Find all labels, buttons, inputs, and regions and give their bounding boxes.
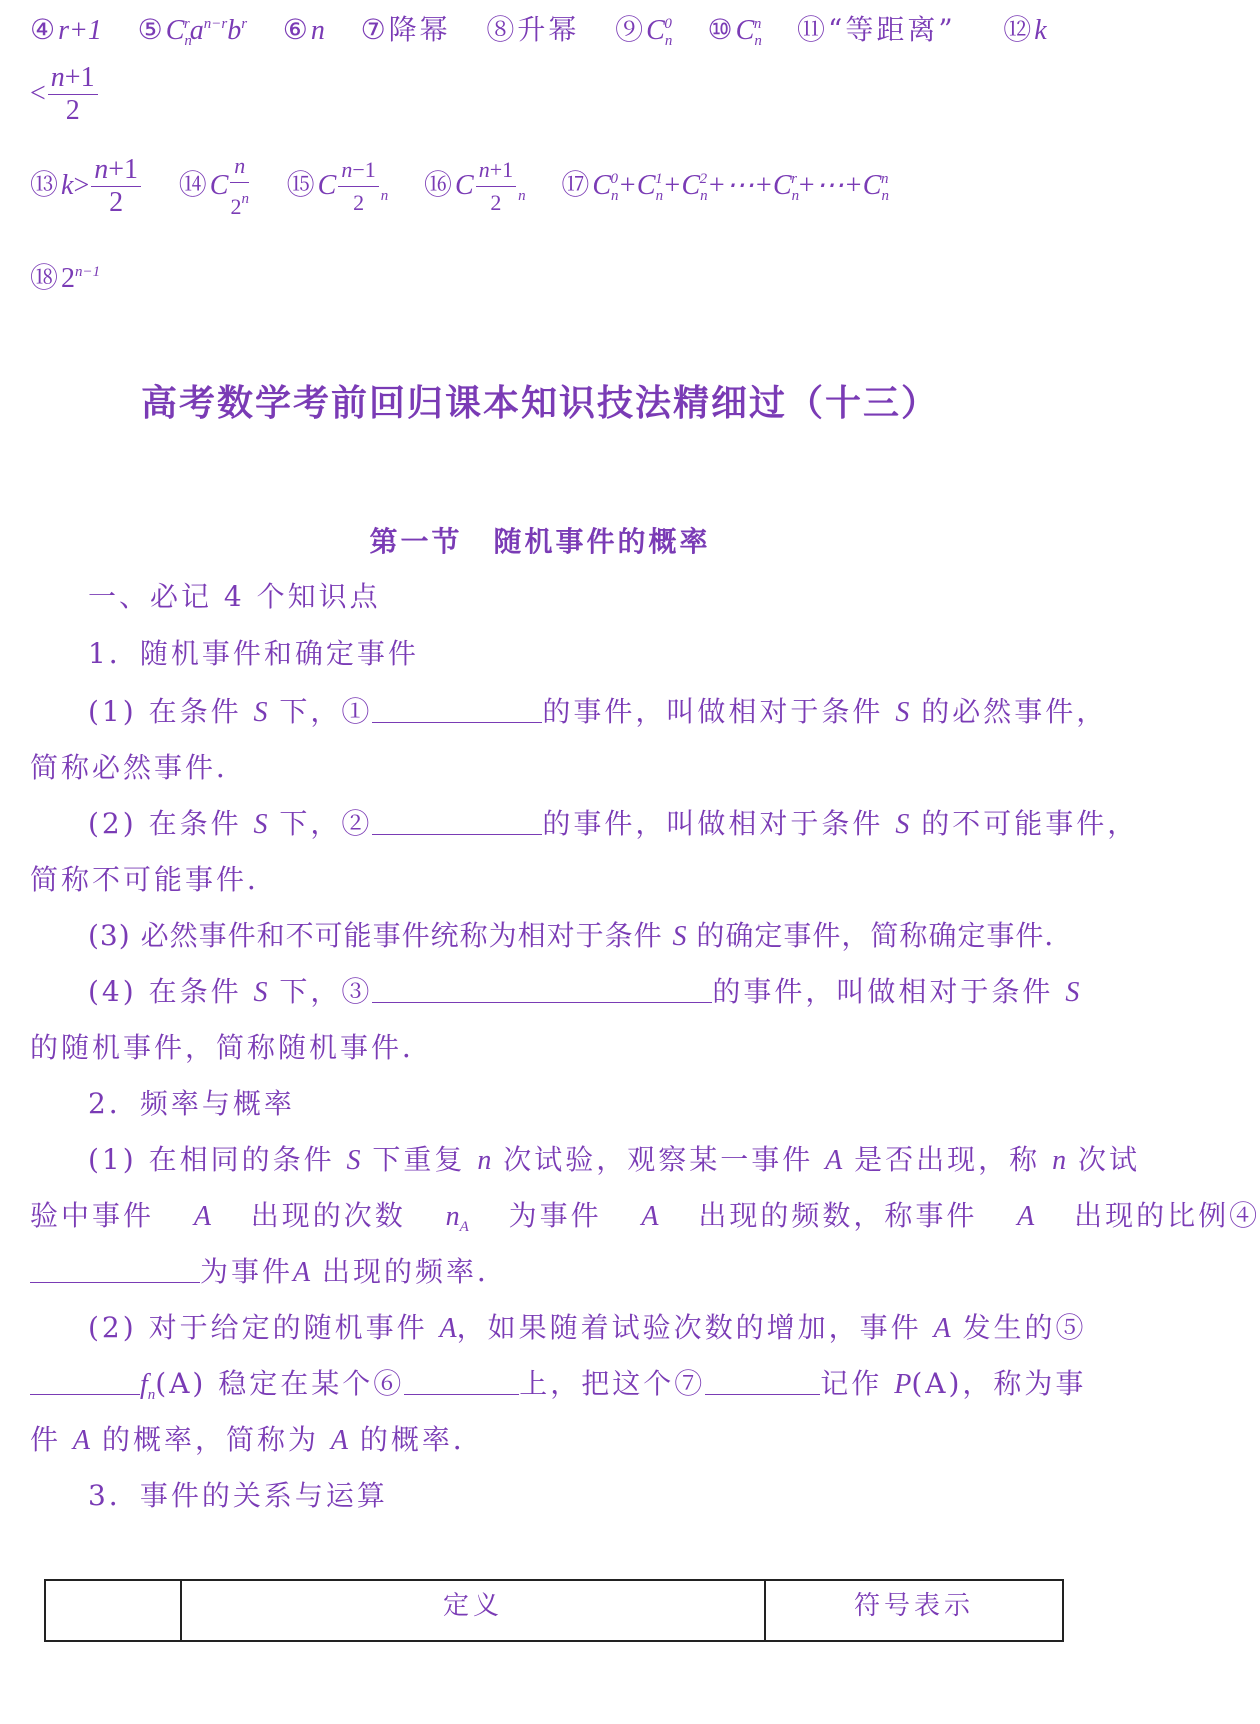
answer-4: r+1 — [58, 15, 102, 46]
answer-18: $⑱2^{n-1}$ — [30, 261, 101, 294]
table-header-cell: 符号表示 — [765, 1580, 1063, 1641]
point2-item1-cont: 验中事件 A 出现的次数 $n_A$ 为事件 A 出现的频数，称事件 A 出现的比例④ — [30, 1199, 1260, 1235]
answer-11: “等距离” — [828, 13, 956, 46]
table-header-row — [45, 1580, 1063, 1641]
blank-7[interactable] — [705, 1374, 820, 1395]
answer-17: $C_n^0+C_n^1+C_n^2+\cdots+C_n^r+\cdots+C_n^n$ — [592, 170, 889, 204]
answer-10: $C_n^n$ — [735, 15, 762, 49]
point1-item2-cont: 简称不可能事件． — [30, 863, 279, 896]
answer-5: $C_n^ra^{n-r}b^r$ — [165, 15, 248, 49]
point2-item2: (2) 对于给定的随机事件 A，如果随着试验次数的增加，事件 A 发生的⑤ — [88, 1311, 1087, 1344]
point2-item2-cont2: 件 A 的概率，简称为 A 的概率． — [30, 1423, 484, 1456]
point1-item4-cont: 的随机事件，简称随机事件． — [30, 1031, 434, 1064]
table-header-cell: 定义 — [181, 1580, 765, 1641]
answer-9: $C_n^0$ — [646, 15, 673, 49]
answer-12-fraction: < $\frac{n+1}{2}$ — [30, 62, 100, 127]
point2-heading: 2．频率与概率 — [88, 1087, 295, 1120]
point1-heading: 1．随机事件和确定事件 — [88, 637, 419, 670]
point1-item3: (3) 必然事件和不可能事件统称为相对于条件 S 的确定事件，简称确定事件． — [88, 919, 1074, 952]
blank-6[interactable] — [404, 1374, 519, 1395]
point2-item1: (1) 在相同的条件 S 下重复 n 次试验，观察某一事件 A 是否出现，称 n 次试 — [88, 1143, 1140, 1176]
blank-2[interactable] — [372, 814, 542, 835]
point1-item4: (4) 在条件 S 下，③ 的事件，叫做相对于条件 S — [88, 975, 1080, 1008]
blank-5[interactable] — [30, 1374, 140, 1395]
point1-item1-cont: 简称必然事件． — [30, 751, 248, 784]
point2-item1-cont2: 为事件A 出现的频率． — [30, 1250, 508, 1290]
answer-line-3: ⑬k> $\frac{n+1}{2}$ ⑭C $\frac{n}{2^n}$ ⑮C $\frac{n-1}{2}$ $_n$ ⑯C $\frac{n+1}{2}$ $_n$ $⑰C_n^0+C_n^1+C_n^2+\cdots+C_n^r+\cdots+C_n^n$ — [30, 150, 888, 223]
point2-item2-cont: $f_n(A)$ 稳定在某个⑥ 上，把这个⑦ 记作 P(A)，称为事 — [30, 1362, 1086, 1404]
answer-6: n — [310, 15, 325, 46]
answer-line-1: ④r+1 $⑤C_n^ra^{n-r}b^r$ ⑥n ⑦降幂 ⑧升幂 $⑨C_n^0$ $⑩C_n^n$ ⑪“等距离” ⑫k — [30, 13, 1047, 49]
point1-item1: (1) 在条件 S 下，① 的事件，叫做相对于条件 S 的必然事件， — [88, 695, 1108, 728]
document-title: 高考数学考前回归课本知识技法精细过（十三） — [140, 383, 939, 424]
point1-item2: (2) 在条件 S 下，② 的事件，叫做相对于条件 S 的不可能事件， — [88, 807, 1139, 840]
table-header-cell — [45, 1580, 181, 1641]
blank-3[interactable] — [372, 982, 712, 1003]
section-title: 第一节 随机事件的概率 — [369, 525, 711, 558]
blank-1[interactable] — [372, 702, 542, 723]
part1-heading: 一、必记 4 个知识点 — [88, 580, 381, 613]
answer-7: ⑦降幂 — [360, 13, 451, 46]
point3-heading: 3．事件的关系与运算 — [88, 1479, 388, 1512]
answer-8: ⑧升幂 — [486, 13, 580, 46]
event-relations-table — [44, 1579, 1064, 1642]
blank-4[interactable] — [30, 1262, 200, 1283]
